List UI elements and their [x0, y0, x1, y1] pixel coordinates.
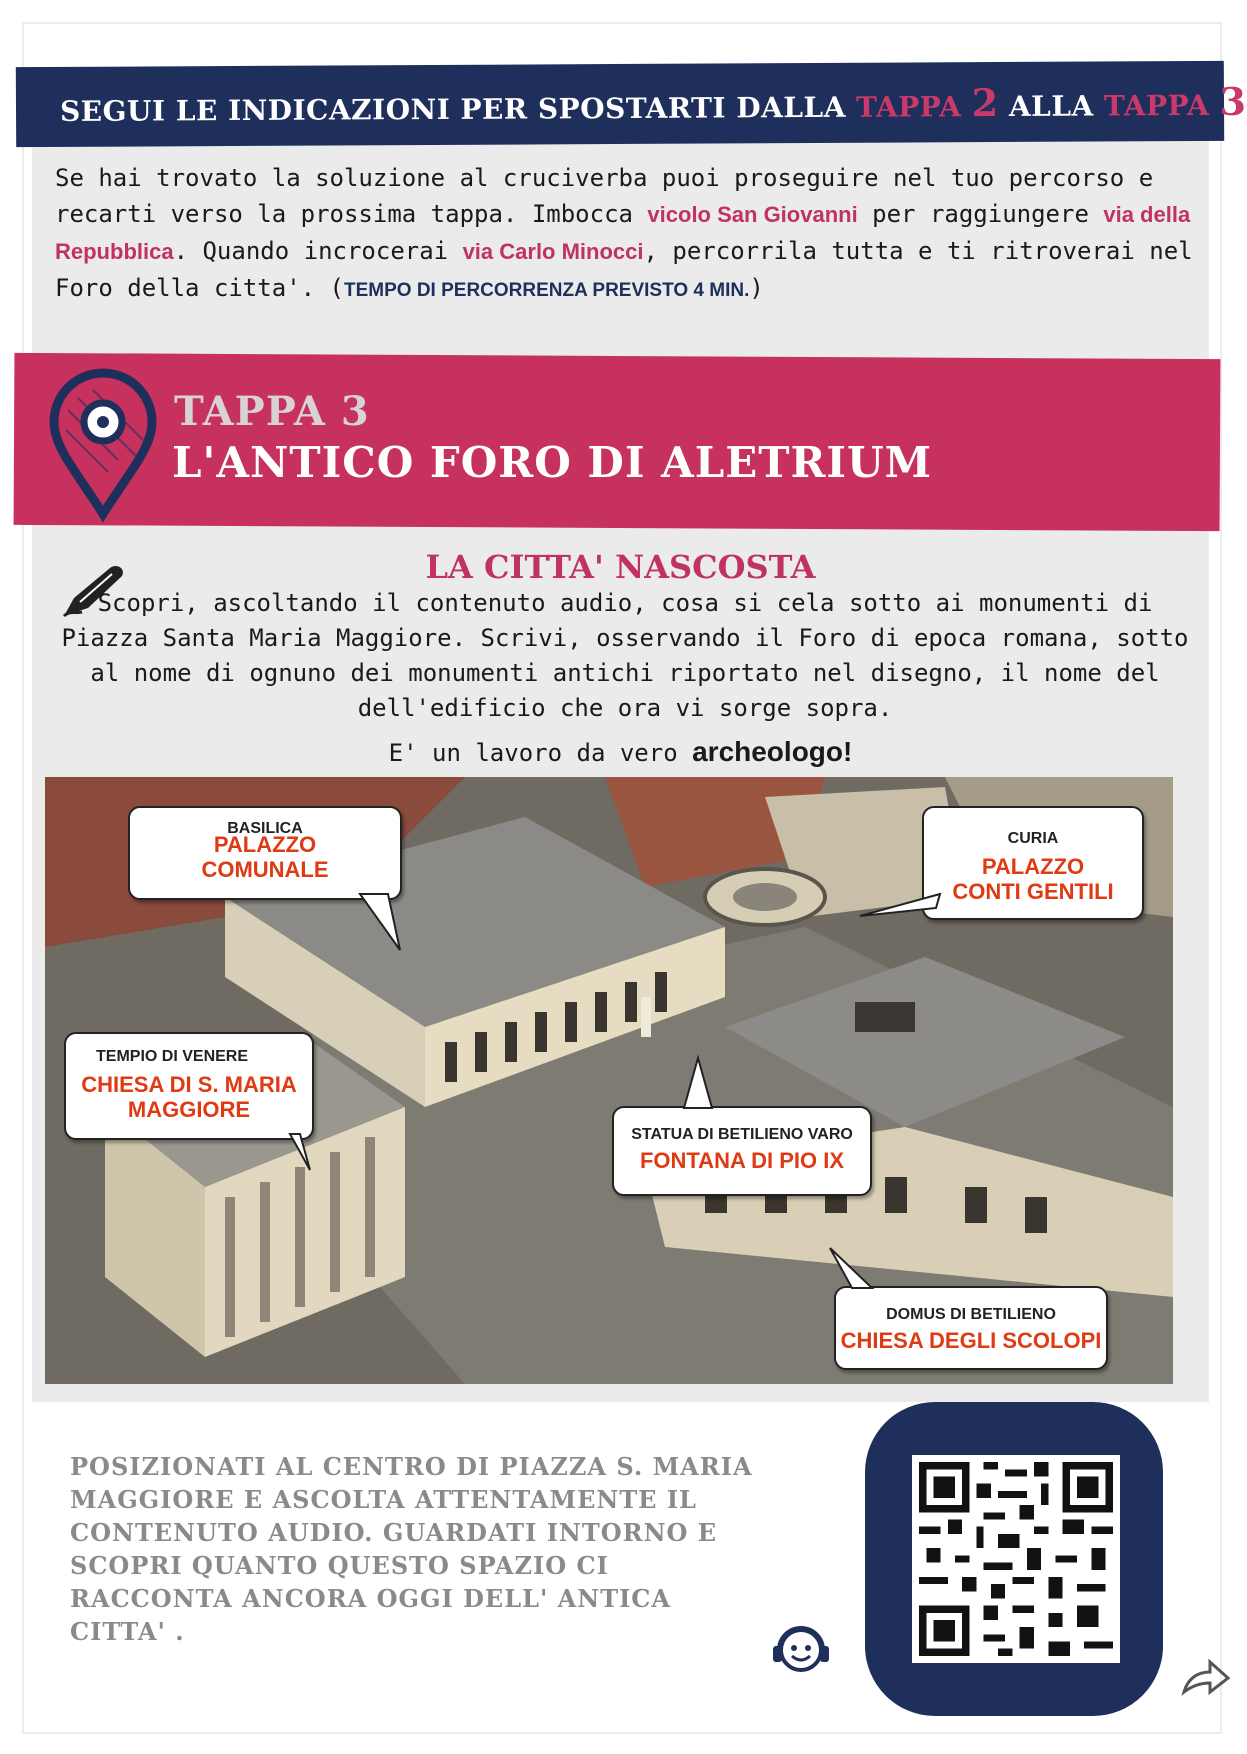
header-banner — [16, 61, 1247, 147]
callout-statua — [612, 1106, 872, 1196]
ancient-monument-name: DOMUS DI BETILIENO — [886, 1306, 1056, 1323]
travel-time: TEMPO DI PERCORRENZA PREVISTO 4 MIN. — [343, 280, 750, 301]
stage-number: TAPPA 3 — [174, 388, 370, 435]
modern-building-name: CONTI GENTILI — [952, 879, 1114, 904]
ancient-monument-name: BASILICA — [227, 820, 303, 837]
modern-building-name: CHIESA DEGLI SCOLOPI — [840, 1328, 1102, 1353]
modern-building-name: PALAZZO — [213, 832, 317, 857]
callout-basilica — [128, 806, 402, 900]
ancient-monument-name: STATUA DI BETILIENO VARO — [631, 1126, 853, 1143]
activity-title: LA CITTA' NASCOSTA — [425, 548, 816, 586]
headphones-icon[interactable] — [770, 1620, 832, 1676]
ancient-monument-name: CURIA — [1007, 830, 1059, 847]
audio-instructions: POSIZIONATI AL CENTRO DI PIAZZA S. MARIA MAGGIORE E ASCOLTA ATTENTAMENTE IL CONTENUTO AUDIO. GUARDATI INTORNO E SCOPRI QUANTO QUESTO SPAZIO CI RACCONTA ANCORA OGGI DELL' ANTICA CITTA' . — [70, 1452, 753, 1646]
street-name: via della Repubblica — [55, 202, 1191, 264]
activity-closing: E' un lavoro da vero archeologo! — [388, 736, 853, 767]
directions-text: Se hai trovato la soluzione al cruciverba puoi proseguire nel tuo percorso e recarti verso la prossima tappa. Imbocca vicolo San Giovanni per raggiungere via della Repubblica. Quando incrocerai via Carlo Minocci, percorrila tutta e ti ritroverai nel Foro della citta'. (TEMPO DI PERCORRENZA PREVISTO 4 MIN.) — [55, 164, 1193, 302]
callout-domus — [834, 1286, 1108, 1370]
ancient-monument-name: TEMPIO DI VENERE — [96, 1048, 249, 1065]
header-title: SEGUI LE INDICAZIONI PER SPOSTARTI DALLA TAPPA 2 ALLA TAPPA 3 — [59, 78, 1247, 128]
modern-building-name: PALAZZO — [981, 854, 1085, 879]
stage-title: L'ANTICO FORO DI ALETRIUM — [172, 438, 933, 487]
modern-building-name: FONTANA DI PIO IX — [639, 1148, 845, 1173]
street-name: vicolo San Giovanni — [647, 202, 858, 227]
modern-building-name: CHIESA DI S. MARIA — [81, 1072, 297, 1097]
street-name: via Carlo Minocci — [462, 239, 644, 264]
activity-description: Scopri, ascoltando il contenuto audio, cosa si cela sotto ai monumenti di Piazza Santa Maria Maggiore. Scrivi, osservando il Foro di epoca romana, sotto al nome di ognuno dei monumenti antichi riportato nel disegno, il nome del dell'edificio che ora vi sorge sopra. — [61, 589, 1189, 722]
qr-code-icon[interactable] — [912, 1455, 1120, 1663]
map-pin-icon — [48, 370, 158, 518]
callout-tempio-di-venere — [64, 1032, 314, 1140]
arrow-icon — [1180, 1652, 1230, 1700]
modern-building-name: COMUNALE — [201, 857, 329, 882]
callout-curia — [922, 806, 1144, 920]
modern-building-name: MAGGIORE — [127, 1097, 251, 1122]
